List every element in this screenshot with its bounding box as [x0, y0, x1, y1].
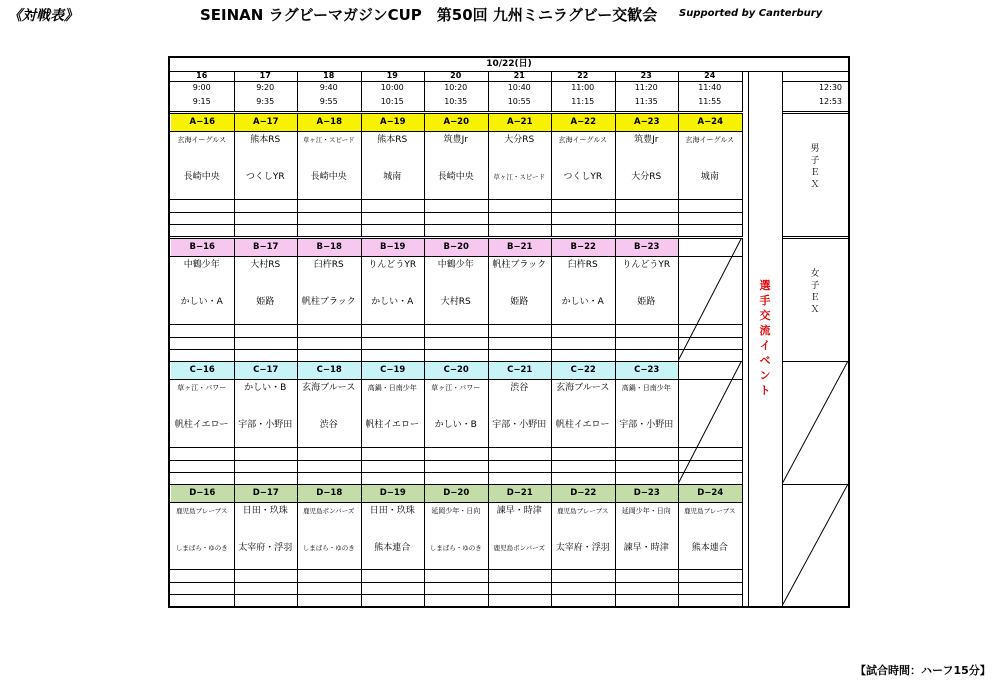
- grid-line: [424, 71, 425, 111]
- grid-line: [742, 71, 743, 111]
- match-code: D−18: [298, 485, 361, 502]
- grid-line: [170, 199, 743, 200]
- grid-line: [170, 447, 743, 448]
- team-away: つくしYR: [245, 172, 285, 182]
- team-home: 臼杵RS: [313, 260, 344, 270]
- match-code: A−21: [489, 114, 552, 131]
- team-home: りんどうYR: [368, 260, 417, 270]
- team-home: 草ヶ江・パワー: [431, 384, 481, 392]
- grid-line: [170, 337, 743, 338]
- team-away: しまばら・ゆのき: [429, 544, 482, 552]
- match-time-note: 【試合時間：ハーフ15分】: [855, 664, 991, 677]
- grid-line: [170, 212, 743, 213]
- team-home: 玄海ブルース: [302, 383, 356, 393]
- end-time: 10:15: [380, 97, 404, 106]
- grid-line: [170, 81, 743, 82]
- match-code: C−16: [171, 362, 234, 379]
- team-away: 渋谷: [319, 420, 338, 430]
- team-home: 熊本RS: [250, 135, 281, 145]
- court-number: 21: [513, 71, 525, 80]
- team-home: 臼杵RS: [567, 260, 598, 270]
- match-code: C−23: [616, 362, 679, 379]
- team-away: 太宰府・浮羽: [238, 543, 293, 553]
- grid-line: [170, 324, 743, 325]
- grid-line: [488, 71, 489, 111]
- team-home: 中鶴少年: [183, 260, 220, 270]
- end-time: 9:55: [319, 97, 338, 106]
- team-away: 姫路: [256, 297, 275, 307]
- team-away: かしい・B: [434, 420, 477, 430]
- team-away: しまばら・ゆのき: [302, 544, 355, 552]
- grid-line: [170, 606, 743, 607]
- grid-line: [678, 71, 679, 111]
- schedule-table: [168, 56, 850, 608]
- grid-line: [170, 502, 743, 503]
- team-home: 鹿児島ブレーブス: [176, 507, 228, 515]
- sponsor-text: Supported by Canterbury: [679, 8, 823, 19]
- team-away: 城南: [700, 172, 719, 182]
- grid-line: [170, 594, 743, 595]
- grid-line: [170, 224, 743, 225]
- event-label: 選 手 交 流 イ ベ ン ト: [759, 279, 771, 397]
- team-home: 日田・玖珠: [242, 506, 288, 516]
- start-time: 9:00: [192, 83, 211, 92]
- team-home: 鹿児島ブレーブス: [557, 507, 609, 515]
- grid-line: [782, 238, 848, 239]
- grid-line: [782, 113, 848, 114]
- match-code: A−22: [552, 114, 615, 131]
- team-home: 草ヶ江・スピード: [302, 136, 355, 144]
- team-home: 中鶴少年: [437, 260, 474, 270]
- page-title: SEINAN ラグビーマガジンCUP 第50回 九州ミニラグビー交歓会: [200, 6, 658, 24]
- match-code: C−18: [298, 362, 361, 379]
- grid-line: [782, 606, 848, 607]
- team-away: かしい・A: [561, 297, 604, 307]
- team-home: 大村RS: [250, 260, 281, 270]
- header-left-label: 《対戦表》: [8, 8, 78, 24]
- grid-line: [170, 131, 743, 132]
- team-away: 熊本連合: [374, 543, 411, 553]
- court-number: 22: [577, 71, 589, 80]
- match-code: C−19: [362, 362, 425, 379]
- team-away: 長崎中央: [183, 172, 220, 182]
- team-away: しまばら・ゆのき: [175, 544, 228, 552]
- court-number: 16: [196, 71, 208, 80]
- end-time: 9:35: [256, 97, 275, 106]
- grid-line: [234, 71, 235, 111]
- grid-line: [170, 379, 743, 380]
- match-code: B−19: [362, 239, 425, 256]
- match-code: B−23: [616, 239, 679, 256]
- court-number: 17: [259, 71, 271, 80]
- match-code: A−18: [298, 114, 361, 131]
- match-code: D−16: [171, 485, 234, 502]
- match-code: C−17: [235, 362, 298, 379]
- team-away: 太宰府・浮羽: [555, 543, 610, 553]
- grid-line: [170, 256, 743, 257]
- match-code: B−16: [171, 239, 234, 256]
- team-home: 玄海イーグルス: [685, 136, 735, 144]
- ex-label: 女 子 Ｅ Ｘ: [810, 269, 820, 315]
- court-number: 20: [450, 71, 462, 80]
- team-away: 草ヶ江・スピード: [493, 173, 546, 181]
- ex-end-time: 12:53: [818, 97, 842, 106]
- team-home: 鹿児島ブレーブス: [684, 507, 736, 515]
- team-away: 長崎中央: [310, 172, 347, 182]
- team-home: 筑豊Jr: [634, 135, 659, 145]
- match-code: D−23: [616, 485, 679, 502]
- grid-line: [782, 111, 848, 112]
- match-code: D−21: [489, 485, 552, 502]
- team-home: 渋谷: [510, 383, 529, 393]
- grid-line: [782, 236, 848, 237]
- match-code: B−17: [235, 239, 298, 256]
- empty-ex-diagonal: [782, 361, 848, 484]
- team-away: 姫路: [510, 297, 529, 307]
- match-code: D−19: [362, 485, 425, 502]
- match-code: B−18: [298, 239, 361, 256]
- start-time: 10:40: [507, 83, 531, 92]
- ex-start-time: 12:30: [818, 83, 842, 92]
- court-number: 18: [323, 71, 335, 80]
- end-time: 11:55: [698, 97, 722, 106]
- team-home: 日田・玖珠: [369, 506, 415, 516]
- match-code: B−20: [425, 239, 488, 256]
- match-code: C−22: [552, 362, 615, 379]
- team-home: 玄海ブルース: [556, 383, 610, 393]
- grid-line: [748, 71, 749, 606]
- team-home: 諫早・時津: [496, 506, 542, 516]
- match-code: B−22: [552, 239, 615, 256]
- team-home: 延岡少年・日向: [621, 507, 671, 515]
- end-time: 10:35: [444, 97, 468, 106]
- empty-ex-diagonal: [782, 484, 848, 606]
- team-away: 鹿児島ボンバーズ: [493, 544, 545, 552]
- match-code: D−20: [425, 485, 488, 502]
- match-code: A−20: [425, 114, 488, 131]
- end-time: 11:15: [571, 97, 595, 106]
- team-home: 延岡少年・日向: [431, 507, 481, 515]
- grid-line: [170, 111, 743, 112]
- team-away: 宇部・小野田: [492, 420, 547, 430]
- team-away: 帆柱ブラック: [301, 297, 356, 307]
- grid-line: [170, 236, 743, 237]
- team-away: 帆柱イエロー: [174, 420, 229, 430]
- grid-line: [742, 113, 743, 236]
- team-home: 高鍋・日南少年: [367, 384, 417, 392]
- match-code: A−17: [235, 114, 298, 131]
- team-away: 大分RS: [631, 172, 662, 182]
- grid-line: [297, 71, 298, 111]
- empty-slot-diagonal: [678, 361, 743, 484]
- match-code: C−21: [489, 362, 552, 379]
- end-time: 10:55: [507, 97, 531, 106]
- match-code: D−22: [552, 485, 615, 502]
- team-home: りんどうYR: [622, 260, 671, 270]
- team-home: 草ヶ江・パワー: [177, 384, 227, 392]
- start-time: 10:00: [380, 83, 404, 92]
- empty-slot-diagonal: [678, 238, 743, 361]
- match-code: D−17: [235, 485, 298, 502]
- match-code: A−24: [679, 114, 742, 131]
- grid-line: [551, 71, 552, 111]
- team-home: 高鍋・日南少年: [621, 384, 671, 392]
- team-home: 大分RS: [504, 135, 535, 145]
- team-away: かしい・A: [371, 297, 414, 307]
- match-code: D−24: [679, 485, 742, 502]
- date-header: 10/22(日): [486, 59, 532, 69]
- grid-line: [170, 472, 743, 473]
- end-time: 11:35: [634, 97, 658, 106]
- start-time: 11:40: [698, 83, 722, 92]
- grid-line: [615, 71, 616, 111]
- start-time: 9:40: [319, 83, 338, 92]
- match-code: A−23: [616, 114, 679, 131]
- grid-line: [742, 484, 743, 606]
- start-time: 10:20: [444, 83, 468, 92]
- team-away: 帆柱イエロー: [555, 420, 610, 430]
- court-number: 24: [704, 71, 716, 80]
- team-away: 熊本連合: [691, 543, 728, 553]
- court-number: 19: [386, 71, 398, 80]
- team-home: 玄海イーグルス: [177, 136, 227, 144]
- team-home: 熊本RS: [377, 135, 408, 145]
- team-away: つくしYR: [563, 172, 603, 182]
- ex-label: 男 子 Ｅ Ｘ: [810, 144, 820, 190]
- end-time: 9:15: [192, 97, 211, 106]
- team-home: 帆柱ブラック: [492, 260, 547, 270]
- grid-line: [170, 582, 743, 583]
- match-code: C−20: [425, 362, 488, 379]
- start-time: 9:20: [256, 83, 275, 92]
- team-away: 城南: [383, 172, 402, 182]
- team-away: 諫早・時津: [623, 543, 669, 553]
- team-away: 宇部・小野田: [238, 420, 293, 430]
- match-code: B−21: [489, 239, 552, 256]
- start-time: 11:20: [634, 83, 658, 92]
- team-away: 姫路: [637, 297, 656, 307]
- grid-line: [782, 81, 848, 82]
- team-away: 大村RS: [440, 297, 471, 307]
- grid-line: [170, 460, 743, 461]
- team-away: かしい・A: [180, 297, 223, 307]
- court-number: 23: [640, 71, 652, 80]
- match-code: A−16: [171, 114, 234, 131]
- grid-line: [170, 569, 743, 570]
- team-home: 玄海イーグルス: [558, 136, 608, 144]
- team-away: 宇部・小野田: [619, 420, 674, 430]
- start-time: 11:00: [571, 83, 595, 92]
- team-home: かしい・B: [244, 383, 287, 393]
- team-home: 鹿児島ボンバーズ: [303, 507, 355, 515]
- match-code: A−19: [362, 114, 425, 131]
- grid-line: [361, 71, 362, 111]
- grid-line: [170, 349, 743, 350]
- team-away: 帆柱イエロー: [365, 420, 420, 430]
- team-away: 長崎中央: [437, 172, 474, 182]
- team-home: 筑豊Jr: [443, 135, 468, 145]
